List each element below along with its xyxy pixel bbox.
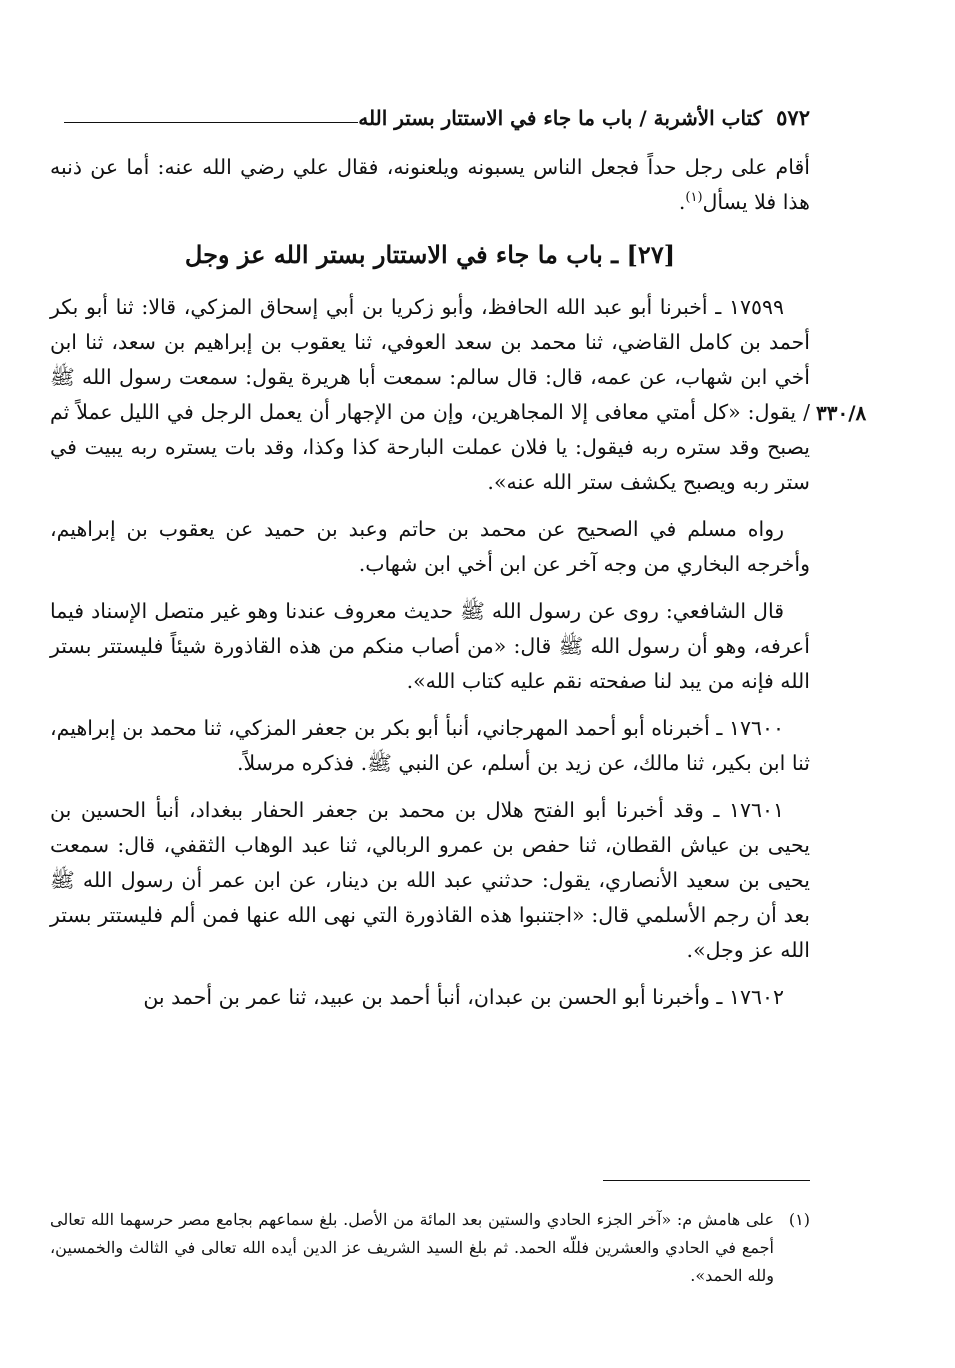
footnote-separator bbox=[603, 1180, 810, 1181]
footnote-item bbox=[50, 1206, 810, 1290]
hadith-17599: ١٧٥٩٩ ـ أخبرنا أبو عبد الله الحافظ، وأبو زكريا بن أبي إسحاق المزكي، قالا: ثنا أبو بكر أحمد بن كامل القاضي، ثنا محمد بن سعد العوفي، ثنا يعقوب بن إبراهيم بن سعد، ثنا ابن أخي ابن شهاب، عن عمه، قال: قال سالم: سمعت أبا هريرة يقول: سمعت رسول الله ﷺ / يقول: «كل أمتي معافى إلا المجاهرين، وإن من الإجهار أن يعمل الرجل في الليل عملاً ثم يصبح وقد ستره ربه فيقول: يا فلان عملت البارحة كذا وكذا، وقد بات يستره ربه يبيت في ستر ربه ويصبح يكشف ستر الله عنه». bbox=[50, 295, 810, 494]
paragraph-end: . bbox=[678, 190, 686, 214]
footnote-number: (١) bbox=[788, 1210, 810, 1229]
paragraph-text: أقام على رجل حداً فجعل الناس يسبونه ويلعنونه، فقال علي رضي الله عنه: أما عن ذنبه هذا فلا يسأل bbox=[50, 155, 810, 214]
commentary-muslim: رواه مسلم في الصحيح عن محمد بن حاتم وعبد بن حميد عن يعقوب بن إبراهيم، وأخرجه البخاري من وجه آخر عن ابن أخي ابن شهاب. bbox=[50, 517, 810, 576]
commentary-shafii: قال الشافعي: روى عن رسول الله ﷺ حديث معروف عندنا وهو غير متصل الإسناد فيما أعرفه، وهو أن رسول الله ﷺ قال: «من أصاب منكم من هذه القاذورة شيئاً فليستتر بستر الله فإنه من يبد لنا صفحته نقم عليه كتاب الله». bbox=[50, 599, 810, 693]
main-text bbox=[50, 150, 810, 1027]
paragraph-continuation bbox=[50, 150, 810, 220]
running-title: كتاب الأشربة / باب ما جاء في الاستتار بستر الله bbox=[358, 106, 763, 130]
running-header bbox=[50, 96, 810, 130]
page-number: ٥٧٢ bbox=[776, 105, 810, 130]
footnote-text: على هامش م: «آخر الجزء الحادي والستين بعد المائة من الأصل. بلغ سماعهم بجامع مصر حرسهما الله تعالى أجمع في الحادي والعشرين فللّه الحمد. ثم بلغ السيد الشريف عز الدين أيده الله تعالى في الثالث والخمسين، ولله الحمد». bbox=[50, 1210, 774, 1285]
chapter-title: [٢٧] ـ باب ما جاء في الاستتار بستر الله عز وجل bbox=[184, 240, 676, 269]
margin-volume-page-ref: ٣٣٠/٨ bbox=[816, 401, 867, 425]
footnotes bbox=[50, 1206, 810, 1290]
hadith-17601: ١٧٦٠١ ـ وقد أخبرنا أبو الفتح هلال بن محمد بن جعفر الحفار ببغداد، أنبأ الحسين بن يحيى بن عياش القطان، ثنا حفص بن عمرو الربالي، ثنا عبد الوهاب الثقفي، قال: سمعت يحيى بن سعيد الأنصاري، يقول: حدثني عبد الله بن دينار، عن ابن عمر أن رسول الله ﷺ بعد أن رجم الأسلمي قال: «اجتنبوا هذه القاذورة التي نهى الله عنها فمن ألم فليستتر بستر الله عز وجل». bbox=[50, 798, 810, 962]
header-rule bbox=[64, 122, 358, 123]
hadith-17602: ١٧٦٠٢ ـ وأخبرنا أبو الحسن بن عبدان، أنبأ أحمد بن عبيد، ثنا عمر بن أحمد بن bbox=[143, 985, 784, 1009]
footnote-reference: (١) bbox=[685, 190, 703, 206]
hadith-17600: ١٧٦٠٠ ـ أخبرناه أبو أحمد المهرجاني، أنبأ أبو بكر بن جعفر المزكي، ثنا محمد بن إبراهيم، ثنا ابن بكير، ثنا مالك، عن زيد بن أسلم، عن النبي ﷺ. فذكره مرسلاً. bbox=[50, 716, 810, 775]
